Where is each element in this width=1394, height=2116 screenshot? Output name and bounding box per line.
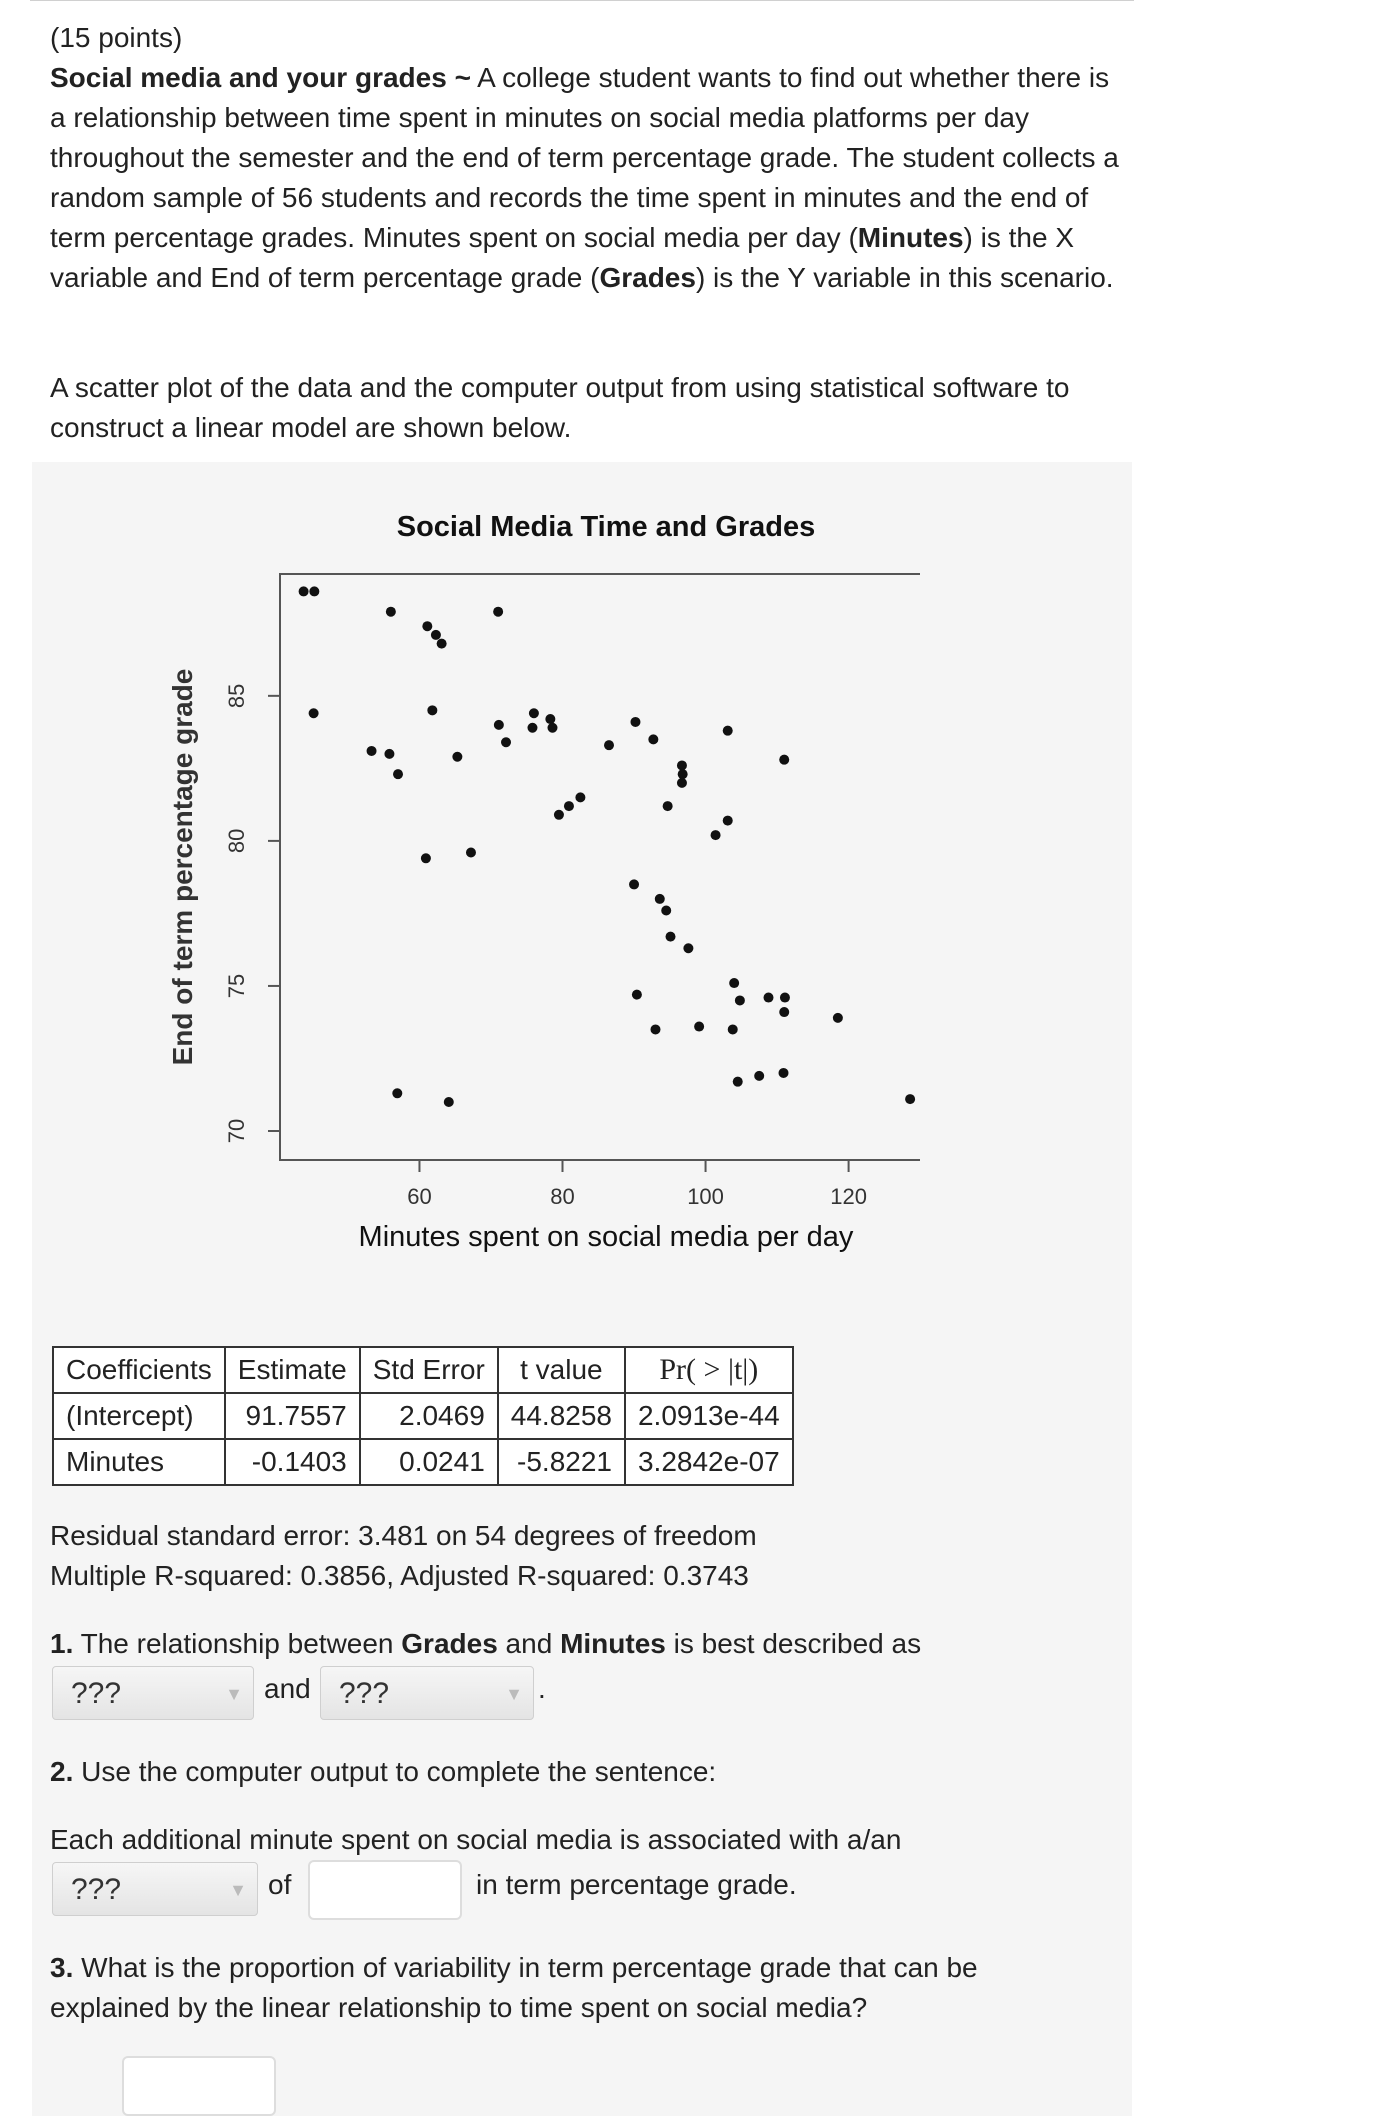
data-point: [663, 801, 673, 811]
model-summary: [50, 1516, 1150, 1596]
q2-tail: in term percentage grade.: [476, 1869, 797, 1900]
y-tick-label: 85: [224, 683, 249, 709]
data-point: [763, 993, 773, 1003]
residual-standard-error: Residual standard error: 3.481 on 54 degrees of freedom: [50, 1520, 757, 1551]
data-point: [437, 639, 447, 649]
data-point: [905, 1094, 915, 1104]
data-point: [779, 1068, 789, 1078]
row-label: Minutes: [53, 1439, 225, 1485]
data-point: [299, 586, 309, 596]
header-std-error: Std Error: [360, 1347, 498, 1393]
table-row: [53, 1393, 793, 1439]
coefficients-table: [52, 1346, 794, 1486]
data-point: [393, 769, 403, 779]
x-axis-label: Minutes spent on social media per day: [358, 1221, 854, 1253]
x-tick-label: 120: [830, 1184, 867, 1209]
header-p-value: Pr( > |t|): [625, 1347, 793, 1393]
p-value-cell: 3.2842e-07: [625, 1439, 793, 1485]
problem-intro-2: A scatter plot of the data and the computer output from using statistical software to construct a linear model are shown below.: [50, 372, 1070, 443]
estimate-cell: 91.7557: [225, 1393, 360, 1439]
q1-select-1[interactable]: ??? ▼: [52, 1666, 254, 1720]
estimate-cell: -0.1403: [225, 1439, 360, 1485]
x-tick-label: 100: [687, 1184, 724, 1209]
y-tick-label: 70: [224, 1118, 249, 1144]
q1-select-2[interactable]: ??? ▼: [320, 1666, 534, 1720]
table-header-row: [53, 1347, 793, 1393]
x-axis: [407, 1160, 867, 1209]
row-label: (Intercept): [53, 1393, 225, 1439]
problem-intro: Social media and your grades ~ A college student wants to find out whether there is a relationship between time spent in minutes on social media platforms per day throughout the semester and the end of term percentage grade. The student collects a random sample of 56 students and records the time spent in minutes and the end of term percentage grades. Minutes spent on social media per day (Minutes) is the X variable and End of term percentage grade (Grades) is the Y variable in this scenario.: [50, 62, 1119, 293]
data-point: [650, 1024, 660, 1034]
x-tick-label: 80: [550, 1184, 575, 1209]
data-point: [655, 894, 665, 904]
data-point: [452, 752, 462, 762]
data-point: [529, 708, 539, 718]
data-point: [780, 993, 790, 1003]
data-point: [729, 978, 739, 988]
table-row: [53, 1439, 793, 1485]
data-point: [779, 1007, 789, 1017]
chevron-down-icon: ▼: [225, 1684, 243, 1704]
data-point: [392, 1088, 402, 1098]
chart-title: Social Media Time and Grades: [396, 511, 816, 543]
points-label: (15 points): [50, 22, 183, 53]
header-coefficients: Coefficients: [53, 1347, 225, 1393]
data-point: [694, 1022, 704, 1032]
data-point: [494, 720, 504, 730]
plot-frame: [280, 574, 920, 1160]
data-point: [444, 1097, 454, 1107]
data-point: [779, 755, 789, 765]
data-point: [735, 995, 745, 1005]
r-squared: Multiple R-squared: 0.3856, Adjusted R-squared: 0.3743: [50, 1560, 749, 1591]
data-point: [309, 708, 319, 718]
data-point: [431, 630, 441, 640]
data-point: [427, 705, 437, 715]
std-error-cell: 0.0241: [360, 1439, 498, 1485]
question-2: 2. Use the computer output to complete the sentence:: [50, 1756, 717, 1787]
data-point: [421, 853, 431, 863]
and-label: and: [264, 1673, 311, 1704]
data-point: [648, 734, 658, 744]
q2-answer-input[interactable]: [308, 1860, 462, 1920]
data-point: [630, 717, 640, 727]
data-point: [527, 723, 537, 733]
data-point: [384, 749, 394, 759]
data-point: [501, 737, 511, 747]
data-point: [575, 792, 585, 802]
y-axis: [224, 684, 280, 1144]
header-estimate: Estimate: [225, 1347, 360, 1393]
data-point: [564, 801, 574, 811]
data-point: [677, 760, 687, 770]
of-label: of: [268, 1869, 292, 1900]
data-point: [711, 830, 721, 840]
data-point: [493, 607, 503, 617]
x-tick-label: 60: [407, 1184, 432, 1209]
period: .: [538, 1673, 546, 1704]
question-3: 3. What is the proportion of variability in term percentage grade that can be explained by the linear relationship to time spent on social media?: [50, 1952, 978, 2023]
data-point: [632, 990, 642, 1000]
header-t-value: t value: [498, 1347, 625, 1393]
t-value-cell: -5.8221: [498, 1439, 625, 1485]
data-point: [386, 607, 396, 617]
data-point: [547, 723, 557, 733]
data-point: [723, 816, 733, 826]
question-2-sentence: Each additional minute spent on social media is associated with a/an: [50, 1824, 902, 1855]
scatter-plot: [160, 490, 920, 1290]
data-point: [733, 1077, 743, 1087]
p-value-cell: 2.0913e-44: [625, 1393, 793, 1439]
top-divider: [30, 0, 1134, 1]
data-point: [723, 726, 733, 736]
data-point: [661, 906, 671, 916]
y-tick-label: 75: [224, 973, 249, 999]
t-value-cell: 44.8258: [498, 1393, 625, 1439]
chevron-down-icon: ▼: [505, 1684, 523, 1704]
data-points: [299, 586, 916, 1107]
data-point: [367, 746, 377, 756]
data-point: [833, 1013, 843, 1023]
data-point: [554, 810, 564, 820]
data-point: [728, 1024, 738, 1034]
data-point: [604, 740, 614, 750]
data-point: [754, 1071, 764, 1081]
data-point: [309, 586, 319, 596]
data-point: [545, 714, 555, 724]
y-axis-label: End of term percentage grade: [167, 668, 198, 1066]
problem-title: Social media and your grades ~: [50, 62, 471, 93]
data-point: [678, 769, 688, 779]
chevron-down-icon: ▼: [229, 1880, 247, 1900]
y-tick-label: 80: [224, 828, 249, 854]
q2-select[interactable]: ??? ▼: [52, 1862, 258, 1916]
std-error-cell: 2.0469: [360, 1393, 498, 1439]
question-1: 1. The relationship between Grades and Minutes is best described as: [50, 1628, 922, 1659]
q3-answer-input[interactable]: [122, 2056, 276, 2116]
data-point: [666, 932, 676, 942]
data-point: [466, 847, 476, 857]
data-point: [683, 943, 693, 953]
data-point: [422, 621, 432, 631]
data-point: [629, 879, 639, 889]
data-point: [677, 778, 687, 788]
